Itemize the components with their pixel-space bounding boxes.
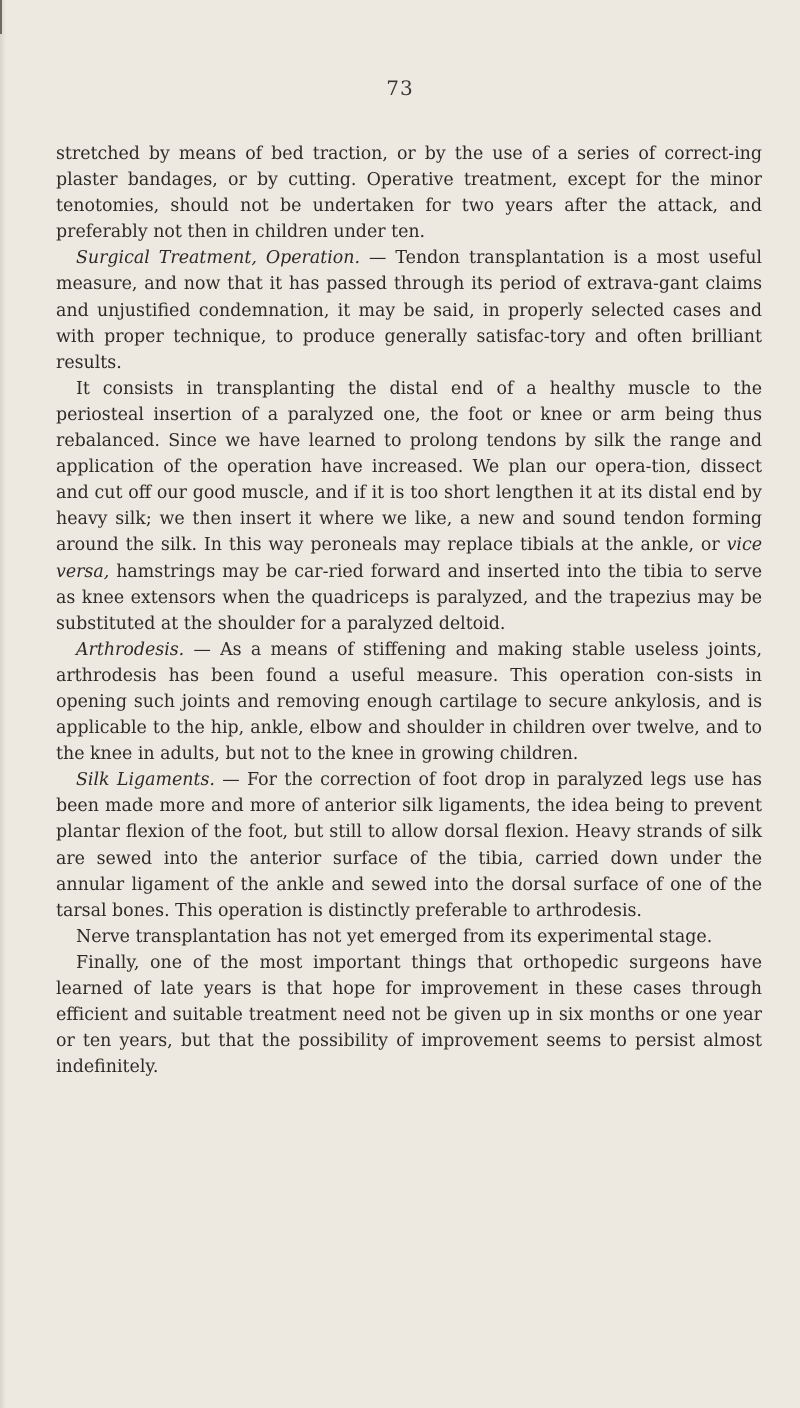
section-heading-arthrodesis: Arthrodesis.	[76, 639, 185, 660]
heading-dash: —	[359, 248, 396, 269]
italic-phrase: vice versa,	[56, 535, 762, 582]
section-heading-surgical-treatment: Surgical Treatment, Operation.	[76, 248, 360, 269]
paragraph-continuation: stretched by means of bed traction, or by the use of a series of correct-ing plaster bandages, or by cutting. Operative treatment, except for the minor tenotomies, should not be undertaken for two years after the attack, and preferably not then in children under ten.	[56, 144, 762, 243]
paragraph-text: For the correction of foot drop in paralyzed legs use has been made more and more of anterior silk ligaments, the idea being to prevent plantar flexion of the foot, but still to allow dorsal flexion. Heavy strands of silk are sewed into the anterior surface of the tibia, carried down under the annular ligament of the ankle and sewed into the dorsal surface of one of the tarsal bones. This operation is distinctly preferable to arthrodesis.	[56, 770, 762, 921]
paragraph-text: Tendon transplantation is a most useful measure, and now that it has passed through its period of extrava-gant claims and unjustified condemnation, it may be said, in properly selected cases and with proper technique, to produce generally satisfac-tory and often brilliant results.	[56, 248, 762, 373]
paragraph-arthrodesis	[56, 637, 762, 767]
section-heading-silk-ligaments: Silk Ligaments.	[76, 770, 215, 791]
paragraph-text: As a means of stiffening and making stable useless joints, arthrodesis has been found a useful measure. This operation con-sists in opening such joints and removing enough cartilage to secure ankylosis, and is applicable to the hip, ankle, elbow and shoulder in children over twelve, and to the knee in adults, but not to the knee in growing children.	[56, 639, 762, 765]
binding-mark	[0, 0, 2, 34]
page-number: 73	[386, 76, 414, 100]
paragraph-silk-ligaments	[56, 767, 762, 924]
paragraph-surgical-treatment	[56, 245, 762, 375]
paragraph-conclusion: Finally, one of the most important things that orthopedic surgeons have learned of late years is that hope for improvement in these cases through efficient and suitable treatment need not be given up in six months or one year or ten years, but that the possibility of improvement seems to persist almost indefinitely.	[56, 952, 762, 1078]
paragraph-text: hamstrings may be car-ried forward and inserted into the tibia to serve as knee extensors when the quadriceps is paralyzed, and the trapezius may be substituted at the shoulder for a paralyzed deltoid.	[56, 561, 762, 634]
paragraph-tendon-transplant-method	[56, 376, 762, 637]
body-text	[56, 141, 762, 1080]
paragraph-nerve-transplantation: Nerve transplantation has not yet emerged from its experimental stage.	[76, 926, 713, 947]
paragraph-text: It consists in transplanting the distal end of a healthy muscle to the periosteal insertion of a paralyzed one, the foot or knee or arm being thus rebalanced. Since we have learned to prolong tendons by silk the range and application of the operation have increased. We plan our opera-tion, dissect and cut off our good muscle, and if it is too short lengthen it at its distal end by heavy silk; we then insert it where we like, a new and sound tendon forming around the silk. In this way peroneals may replace tibials at the ankle, or	[56, 378, 762, 556]
heading-dash: —	[184, 639, 221, 660]
page-edge-shadow	[0, 0, 6, 1408]
heading-dash: —	[214, 770, 248, 791]
